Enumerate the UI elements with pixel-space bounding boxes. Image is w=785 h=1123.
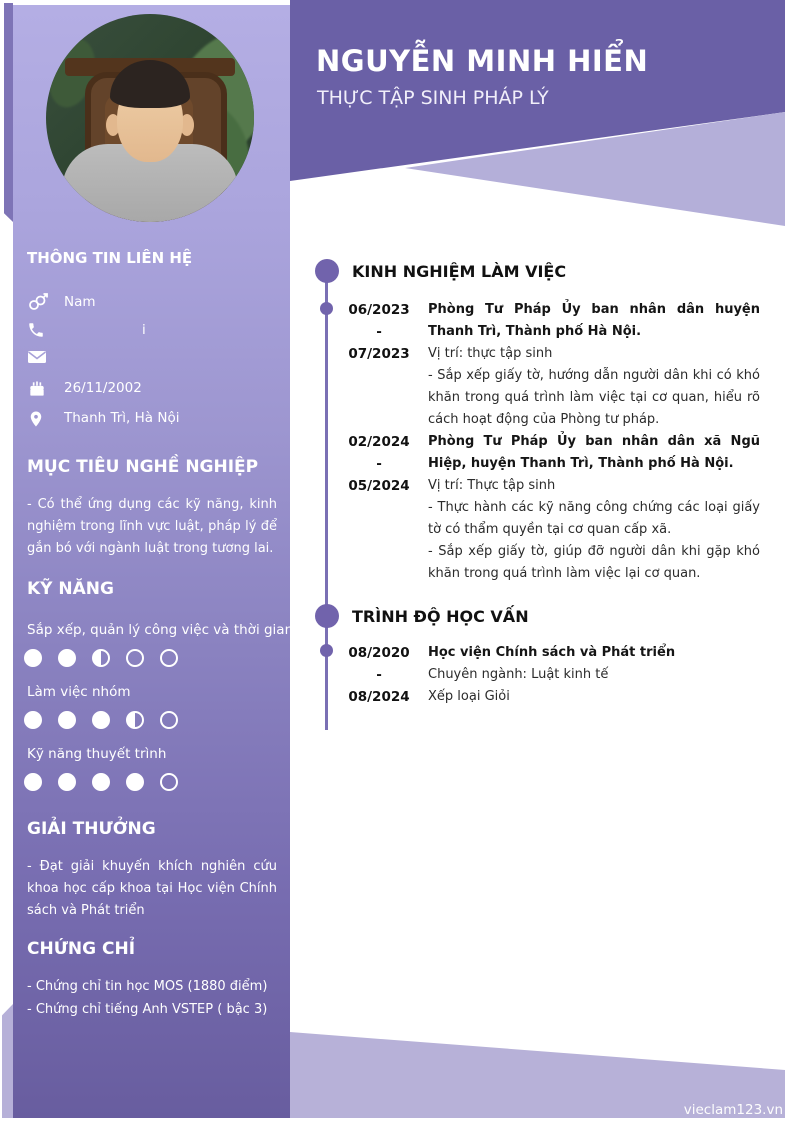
candidate-title: THỰC TẬP SINH PHÁP LÝ <box>317 87 549 109</box>
skill-dot-empty <box>160 711 178 729</box>
skill-label: Sắp xếp, quản lý công việc và thời gian <box>27 622 294 638</box>
date-separator: - <box>376 667 382 683</box>
skill-dot-full <box>24 773 42 791</box>
contact-row-location <box>27 409 277 429</box>
timeline-node-entry <box>320 302 333 315</box>
awards-text: - Đạt giải khuyến khích nghiên cứu khoa học cấp khoa tại Học viện Chính sách và Phát triển <box>27 859 277 918</box>
timeline-line <box>325 271 328 730</box>
email-icon <box>27 349 47 365</box>
date-from: 06/2023 <box>348 302 410 318</box>
contact-row-birthday <box>27 379 277 399</box>
skills-heading: KỸ NĂNG <box>27 579 114 599</box>
objective-heading: MỤC TIÊU NGHỀ NGHIỆP <box>27 457 259 477</box>
skill-dot-half <box>126 711 144 729</box>
skill-rating <box>24 711 178 729</box>
certificates-heading: CHỨNG CHỈ <box>27 939 136 959</box>
left-accent-stripe-bottom <box>2 1004 13 1118</box>
education-heading: TRÌNH ĐỘ HỌC VẤN <box>352 607 529 626</box>
skill-dot-full <box>126 773 144 791</box>
experience-entry <box>428 431 760 585</box>
education-entry <box>428 642 760 708</box>
date-from: 08/2020 <box>348 645 410 661</box>
date-to: 07/2023 <box>348 346 410 362</box>
skill-dot-full <box>58 773 76 791</box>
skill-dot-full <box>58 649 76 667</box>
awards-heading: GIẢI THƯỞNG <box>27 819 156 839</box>
experience-detail: - Sắp xếp giấy tờ, giúp đỡ người dân khi gặp khó khăn trong quá trình làm việc lại cơ quan. <box>428 544 760 581</box>
location-icon <box>27 409 45 429</box>
contact-heading: THÔNG TIN LIÊN HỆ <box>27 249 193 267</box>
skill-rating <box>24 773 178 791</box>
skill-rating <box>24 649 178 667</box>
birthday-value: 26/11/2002 <box>64 380 142 396</box>
candidate-name: NGUYỄN MINH HIỂN <box>316 44 649 78</box>
skill-dot-empty <box>160 773 178 791</box>
sidebar <box>13 5 294 1118</box>
contact-row-gender <box>27 293 277 313</box>
date-separator: - <box>376 456 382 472</box>
skill-dot-full <box>92 711 110 729</box>
experience-detail: - Thực hành các kỹ năng công chứng các loại giấy tờ có thẩm quyền tại cơ quan cấp xã. <box>428 500 760 537</box>
experience-dates <box>348 431 410 497</box>
certificate-item: - Chứng chỉ tin học MOS (1880 điểm) <box>27 979 268 994</box>
timeline-node-experience <box>315 259 339 283</box>
skill-dot-full <box>58 711 76 729</box>
objective-text: - Có thể ứng dụng các kỹ năng, kinh nghiệm trong lĩnh vực luật, pháp lý để gắn bó với ngành luật trong tương lai. <box>27 497 277 556</box>
company-name: Phòng Tư Pháp Ủy ban nhân dân xã Ngũ Hiệp, huyện Thanh Trì, Thành phố Hà Nội. <box>428 434 760 471</box>
experience-heading: KINH NGHIỆM LÀM VIỆC <box>352 262 567 281</box>
contact-row-email <box>27 349 277 369</box>
skill-dot-half <box>92 649 110 667</box>
timeline-node-entry <box>320 644 333 657</box>
experience-dates <box>348 299 410 365</box>
avatar <box>46 14 254 222</box>
watermark: vieclam123.vn <box>683 1102 783 1118</box>
date-to: 05/2024 <box>348 478 410 494</box>
skill-dot-full <box>24 711 42 729</box>
contact-row-phone <box>27 321 277 341</box>
grade: Xếp loại Giỏi <box>428 689 510 704</box>
major: Chuyên ngành: Luật kinh tế <box>428 667 609 682</box>
skill-dot-empty <box>126 649 144 667</box>
certificate-item: - Chứng chỉ tiếng Anh VSTEP ( bậc 3) <box>27 1002 268 1017</box>
birthday-icon <box>27 379 47 399</box>
date-separator: - <box>376 324 382 340</box>
skill-dot-full <box>24 649 42 667</box>
skill-label: Kỹ năng thuyết trình <box>27 746 167 762</box>
school-name: Học viện Chính sách và Phát triển <box>428 645 676 660</box>
company-name: Phòng Tư Pháp Ủy ban nhân dân huyện Thanh Trì, Thành phố Hà Nội. <box>428 302 760 339</box>
experience-entry <box>428 299 760 431</box>
skill-dot-full <box>92 773 110 791</box>
timeline-node-education <box>315 604 339 628</box>
phone-icon <box>27 321 45 339</box>
gender-icon <box>27 293 49 313</box>
experience-detail: - Sắp xếp giấy tờ, hướng dẫn người dân khi có khó khăn trong quá trình làm việc tại cơ quan, hiểu rõ cách hoạt động của Phòng tư pháp. <box>428 368 760 427</box>
phone-value: i <box>142 322 146 338</box>
left-accent-stripe-top <box>4 3 13 222</box>
education-dates <box>348 642 410 708</box>
date-to: 08/2024 <box>348 689 410 705</box>
skill-label: Làm việc nhóm <box>27 684 131 700</box>
position: Vị trí: Thực tập sinh <box>428 478 556 493</box>
location-value: Thanh Trì, Hà Nội <box>64 410 180 426</box>
gender-value: Nam <box>64 294 96 310</box>
position: Vị trí: thực tập sinh <box>428 346 553 361</box>
date-from: 02/2024 <box>348 434 410 450</box>
skill-dot-empty <box>160 649 178 667</box>
